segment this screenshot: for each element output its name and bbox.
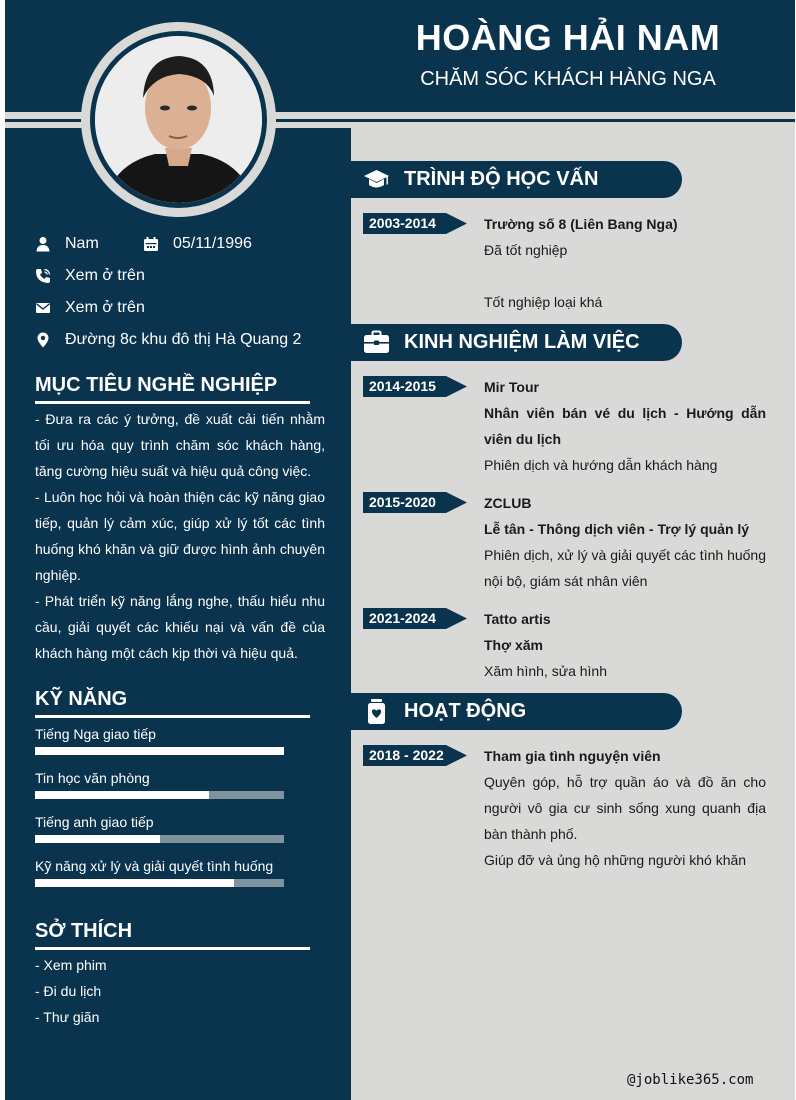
badge-heart-icon	[363, 698, 390, 725]
period-tag	[363, 213, 468, 234]
activities-title: HOẠT ĐỘNG	[404, 700, 527, 722]
job-position: Thợ xăm	[484, 637, 543, 653]
phone-row	[35, 267, 145, 285]
education-status: Đã tốt nghiệp	[484, 242, 568, 258]
skill-bar-fill	[35, 791, 209, 799]
objective-title: MỤC TIÊU NGHỀ NGHIỆP	[35, 374, 310, 404]
education-entry	[484, 211, 766, 315]
activity-name: Tham gia tình nguyện viên	[484, 748, 661, 764]
gender-row	[35, 235, 99, 253]
hobby-item: - Thư giãn	[35, 1009, 100, 1025]
skills-title: KỸ NĂNG	[35, 688, 310, 718]
skill-name: Tiếng Nga giao tiếp	[35, 726, 156, 742]
period-tag	[363, 492, 468, 513]
period-label: 2021-2024	[369, 610, 436, 626]
hobbies-list	[35, 952, 107, 1030]
objective-paragraph: - Luôn học hỏi và hoàn thiện các kỹ năng giao tiếp, quản lý cảm xúc, giúp xử lý tốt các tình huống khó khăn và giữ được hình ảnh chuyên nghiệp.	[35, 489, 325, 583]
education-header	[351, 161, 682, 198]
skill-bar	[35, 791, 284, 799]
location-pin-icon	[35, 332, 51, 348]
period-tag	[363, 376, 468, 397]
birthdate-value: 05/11/1996	[173, 235, 252, 252]
graduation-cap-icon	[363, 166, 390, 193]
education-note: Tốt nghiệp loại khá	[484, 294, 603, 310]
skill-bar	[35, 835, 284, 843]
objective-text	[35, 406, 325, 666]
objective-paragraph: - Đưa ra các ý tưởng, đề xuất cải tiến nhằm tối ưu hóa quy trình chăm sóc khách hàng, tăng cường hiệu suất và hiệu quả công việc.	[35, 411, 325, 479]
skill-bar-fill	[35, 879, 234, 887]
skill-name: Kỹ năng xử lý và giải quyết tình huống	[35, 858, 274, 874]
resume-page	[5, 0, 795, 1100]
period-tag	[363, 608, 468, 629]
experience-header	[351, 324, 682, 361]
company-name: Mir Tour	[484, 379, 539, 395]
period-label: 2014-2015	[369, 378, 436, 394]
skill-bar-fill	[35, 747, 284, 755]
skill-name: Tin học văn phòng	[35, 770, 150, 786]
period-label: 2018 - 2022	[369, 747, 444, 763]
activities-header	[351, 693, 682, 730]
phone-value: Xem ở trên	[65, 267, 145, 284]
job-description: Phiên dịch, xử lý và giải quyết các tình huống nội bộ, giám sát nhân viên	[484, 547, 766, 589]
experience-entry	[484, 374, 766, 478]
skill-name: Tiếng anh giao tiếp	[35, 814, 154, 830]
email-value: Xem ở trên	[65, 299, 145, 316]
candidate-role: CHĂM SÓC KHÁCH HÀNG NGA	[420, 68, 716, 90]
candidate-name: HOÀNG HẢI NAM	[415, 17, 721, 58]
period-label: 2015-2020	[369, 494, 436, 510]
skill-bar-fill	[35, 835, 160, 843]
email-row	[35, 299, 145, 317]
school-name: Trường số 8 (Liên Bang Nga)	[484, 216, 678, 232]
envelope-icon	[35, 300, 51, 316]
period-label: 2003-2014	[369, 215, 436, 231]
briefcase-icon	[363, 329, 390, 356]
hobby-item: - Đi du lịch	[35, 983, 102, 999]
job-description: Phiên dịch và hướng dẫn khách hàng	[484, 457, 718, 473]
watermark: @joblike365.com	[627, 1072, 754, 1088]
address-row	[35, 331, 301, 349]
company-name: Tatto artis	[484, 611, 551, 627]
address-value: Đường 8c khu đô thị Hà Quang 2	[65, 331, 302, 348]
person-icon	[35, 236, 51, 252]
company-name: ZCLUB	[484, 495, 532, 511]
experience-title: KINH NGHIỆM LÀM VIỆC	[404, 331, 640, 353]
skill-bar	[35, 747, 284, 755]
job-position: Nhân viên bán vé du lịch - Hướng dẫn viên du lịch	[484, 405, 766, 447]
activity-description: Quyên góp, hỗ trợ quần áo và đồ ăn cho người vô gia cư sinh sống xung quanh địa bàn thành phố.	[484, 774, 766, 842]
hobby-item: - Xem phim	[35, 957, 107, 973]
skill-bar	[35, 879, 284, 887]
job-position: Lễ tân - Thông dịch viên - Trợ lý quản lý	[484, 521, 750, 537]
gender-value: Nam	[65, 235, 99, 252]
job-description: Xăm hình, sửa hình	[484, 663, 607, 679]
activity-description: Giúp đỡ và ủng hộ những người khó khăn	[484, 852, 747, 868]
calendar-icon	[143, 236, 159, 252]
period-tag	[363, 745, 468, 766]
objective-paragraph: - Phát triển kỹ năng lắng nghe, thấu hiểu nhu cầu, giải quyết các khiếu nại và vấn đề của khách hàng một cách kịp thời và hiệu quả.	[35, 593, 325, 661]
experience-entry	[484, 490, 766, 594]
experience-entry	[484, 606, 766, 684]
phone-icon	[35, 268, 51, 284]
birthdate-row	[143, 235, 252, 253]
hobbies-title: SỞ THÍCH	[35, 920, 310, 950]
education-title: TRÌNH ĐỘ HỌC VẤN	[404, 168, 599, 190]
profile-photo	[95, 36, 262, 203]
activity-entry	[484, 743, 766, 873]
